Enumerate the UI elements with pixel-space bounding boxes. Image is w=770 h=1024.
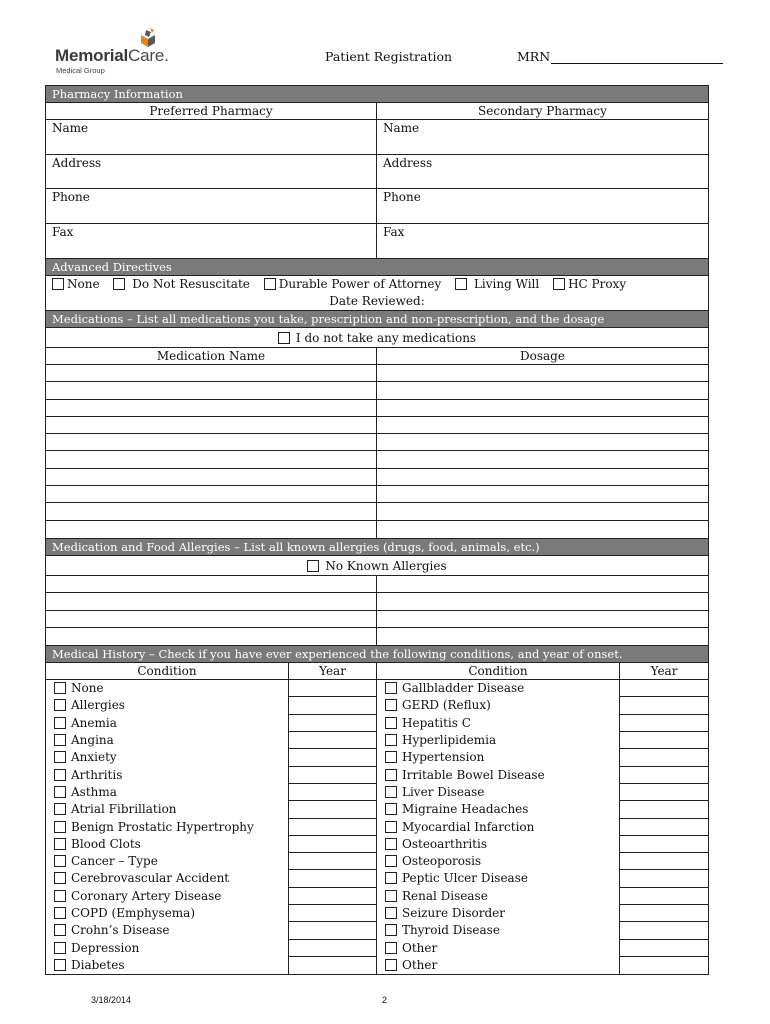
pharmacy-table — [46, 103, 708, 259]
condition-label: Renal Disease — [402, 888, 488, 903]
document-title: Patient Registration — [325, 49, 453, 64]
condition-item[interactable] — [46, 680, 288, 697]
year-column-right — [620, 663, 708, 974]
year-cell[interactable] — [620, 819, 708, 836]
condition-label: Osteoarthritis — [402, 836, 487, 851]
checkbox-icon[interactable] — [553, 278, 565, 290]
checkbox-icon[interactable] — [54, 751, 66, 763]
condition-label: Crohn’s Disease — [71, 923, 170, 938]
checkbox-icon[interactable] — [385, 786, 397, 798]
condition-item[interactable] — [46, 715, 288, 732]
checkbox-icon[interactable] — [385, 682, 397, 694]
year-cell[interactable] — [620, 905, 708, 922]
allergy-cell[interactable] — [377, 593, 708, 610]
medications-section-header: Medications – List all medications you take, prescription and non-prescription, and the dosage — [46, 311, 708, 328]
allergy-cell[interactable] — [377, 628, 708, 645]
year-cell[interactable] — [289, 732, 376, 749]
year-cell[interactable] — [620, 853, 708, 870]
condition-column-left — [46, 663, 289, 974]
checkbox-icon[interactable] — [54, 838, 66, 850]
year-column-left — [289, 663, 376, 974]
year-cell[interactable] — [289, 784, 376, 801]
directives-options — [46, 276, 708, 293]
checkbox-icon[interactable] — [54, 803, 66, 815]
preferred-name-field[interactable]: Name — [46, 120, 376, 155]
checkbox-icon[interactable] — [54, 734, 66, 746]
checkbox-icon[interactable] — [54, 959, 66, 971]
checkbox-icon[interactable] — [307, 560, 319, 572]
dosage-cell[interactable] — [377, 521, 708, 538]
medications-table — [46, 348, 708, 539]
secondary-name-field[interactable]: Name — [377, 120, 708, 155]
year-header: Year — [620, 663, 708, 680]
dosage-cell[interactable] — [377, 382, 708, 399]
condition-item[interactable] — [377, 957, 619, 974]
allergies-right-column — [377, 576, 708, 645]
secondary-phone-field[interactable]: Phone — [377, 189, 708, 224]
condition-column-right — [377, 663, 620, 974]
condition-label: Hyperlipidemia — [402, 733, 497, 748]
year-cell[interactable] — [620, 715, 708, 732]
checkbox-icon[interactable] — [54, 786, 66, 798]
checkbox-icon[interactable] — [113, 278, 125, 290]
secondary-pharmacy — [377, 103, 708, 258]
checkbox-icon[interactable] — [385, 769, 397, 781]
year-cell[interactable] — [620, 680, 708, 697]
condition-item[interactable] — [46, 957, 288, 974]
medication-name-cell[interactable] — [46, 365, 376, 382]
preferred-pharmacy-title: Preferred Pharmacy — [46, 103, 376, 120]
medication-name-cell[interactable] — [46, 451, 376, 468]
condition-label: GERD (Reflux) — [402, 698, 491, 713]
year-cell[interactable] — [620, 784, 708, 801]
mrn-label: MRN — [517, 49, 551, 64]
pharmacy-section-header: Pharmacy Information — [46, 86, 708, 103]
condition-label: None — [71, 681, 104, 696]
condition-item[interactable] — [46, 732, 288, 749]
condition-label: Diabetes — [71, 957, 125, 972]
checkbox-icon[interactable] — [54, 682, 66, 694]
year-cell[interactable] — [289, 749, 376, 766]
condition-label: Cancer – Type — [71, 854, 158, 869]
no-known-allergies-option[interactable]: No Known Allergies — [46, 556, 708, 576]
checkbox-icon[interactable] — [455, 278, 467, 290]
checkbox-icon[interactable] — [385, 803, 397, 815]
condition-item[interactable] — [46, 836, 288, 853]
year-cell[interactable] — [620, 836, 708, 853]
logo-subtitle: Medical Group — [56, 66, 105, 75]
condition-item[interactable] — [46, 905, 288, 922]
condition-item[interactable] — [377, 940, 619, 957]
condition-label: Cerebrovascular Accident — [71, 871, 230, 886]
checkbox-icon[interactable] — [385, 717, 397, 729]
checkbox-icon[interactable] — [385, 959, 397, 971]
logo-mark-icon — [138, 28, 158, 48]
condition-label: Asthma — [71, 784, 117, 799]
allergy-cell[interactable] — [46, 611, 376, 628]
directive-option-dnr[interactable]: Do Not Resuscitate — [113, 277, 250, 291]
year-cell[interactable] — [620, 888, 708, 905]
year-cell[interactable] — [620, 922, 708, 939]
year-cell[interactable] — [289, 819, 376, 836]
year-cell[interactable] — [289, 888, 376, 905]
directive-option-hc-proxy[interactable]: HC Proxy — [553, 277, 626, 291]
allergy-cell[interactable] — [46, 593, 376, 610]
condition-label: Hepatitis C — [402, 715, 471, 730]
checkbox-icon[interactable] — [54, 769, 66, 781]
condition-item[interactable] — [377, 749, 619, 766]
condition-item[interactable] — [46, 749, 288, 766]
condition-header: Condition — [377, 663, 619, 680]
page-number: 2 — [382, 995, 388, 1005]
condition-item[interactable] — [46, 697, 288, 714]
allergies-left-column — [46, 576, 377, 645]
year-cell[interactable] — [620, 801, 708, 818]
directive-option-none[interactable]: None — [52, 277, 100, 291]
medication-name-header: Medication Name — [46, 348, 376, 365]
condition-label: Blood Clots — [71, 836, 141, 851]
year-cell[interactable] — [620, 697, 708, 714]
allergies-table — [46, 576, 708, 646]
condition-label: Arthritis — [71, 767, 123, 782]
checkbox-icon[interactable] — [385, 942, 397, 954]
condition-label: Anemia — [71, 715, 117, 730]
year-cell[interactable] — [289, 697, 376, 714]
condition-item[interactable] — [377, 732, 619, 749]
history-right-half — [377, 663, 708, 974]
medical-history-table — [46, 663, 708, 974]
directives-section-header: Advanced Directives — [46, 259, 708, 276]
condition-label: Other — [402, 940, 438, 955]
condition-label: Atrial Fibrillation — [71, 802, 177, 817]
checkbox-icon[interactable] — [54, 699, 66, 711]
date-reviewed: Date Reviewed: — [46, 293, 708, 311]
year-cell[interactable] — [620, 749, 708, 766]
allergy-cell[interactable] — [377, 611, 708, 628]
condition-label: Anxiety — [71, 750, 117, 765]
footer-date: 3/18/2014 — [91, 995, 132, 1005]
year-cell[interactable] — [289, 715, 376, 732]
year-cell[interactable] — [620, 940, 708, 957]
year-cell[interactable] — [289, 922, 376, 939]
logo-name: MemorialCare. — [55, 46, 169, 65]
allergy-cell[interactable] — [46, 628, 376, 645]
condition-item[interactable] — [46, 922, 288, 939]
secondary-address-field[interactable]: Address — [377, 155, 708, 190]
checkbox-icon[interactable] — [385, 855, 397, 867]
checkbox-icon[interactable] — [54, 717, 66, 729]
secondary-pharmacy-title: Secondary Pharmacy — [377, 103, 708, 120]
checkbox-icon[interactable] — [264, 278, 276, 290]
condition-item[interactable] — [46, 853, 288, 870]
condition-item[interactable] — [46, 870, 288, 887]
checkbox-icon[interactable] — [52, 278, 64, 290]
condition-label: Seizure Disorder — [402, 906, 505, 921]
medication-name-cell[interactable] — [46, 521, 376, 538]
medication-name-cell[interactable] — [46, 434, 376, 451]
checkbox-icon[interactable] — [385, 838, 397, 850]
condition-label: Allergies — [71, 698, 125, 713]
condition-item[interactable] — [46, 784, 288, 801]
condition-label: Benign Prostatic Hypertrophy — [71, 819, 254, 834]
condition-item[interactable] — [377, 680, 619, 697]
condition-item[interactable] — [46, 940, 288, 957]
condition-item[interactable] — [377, 801, 619, 818]
preferred-fax-field[interactable]: Fax — [52, 224, 74, 239]
medication-name-cell[interactable] — [46, 469, 376, 486]
no-medications-option[interactable]: I do not take any medications — [46, 328, 708, 348]
condition-label: Angina — [71, 733, 114, 748]
directive-option-living-will[interactable]: Living Will — [455, 277, 539, 291]
condition-item[interactable] — [377, 715, 619, 732]
medication-name-cell[interactable] — [46, 486, 376, 503]
year-cell[interactable] — [289, 905, 376, 922]
checkbox-icon[interactable] — [385, 751, 397, 763]
dosage-cell[interactable] — [377, 469, 708, 486]
condition-item[interactable] — [377, 888, 619, 905]
year-cell[interactable] — [289, 801, 376, 818]
condition-label: Other — [402, 957, 438, 972]
condition-label: Depression — [71, 940, 140, 955]
condition-label: Peptic Ulcer Disease — [402, 871, 528, 886]
checkbox-icon[interactable] — [54, 942, 66, 954]
checkbox-icon[interactable] — [54, 907, 66, 919]
condition-item[interactable] — [377, 870, 619, 887]
medication-name-cell[interactable] — [46, 382, 376, 399]
medication-name-cell[interactable] — [46, 417, 376, 434]
dosage-cell[interactable] — [377, 503, 708, 520]
history-section-header: Medical History – Check if you have ever experienced the following conditions, and year of onset. — [46, 646, 708, 663]
medication-name-cell[interactable] — [46, 503, 376, 520]
mrn-input-line[interactable] — [551, 52, 723, 64]
condition-label: Irritable Bowel Disease — [402, 767, 545, 782]
dosage-column — [377, 348, 708, 538]
dosage-cell[interactable] — [377, 451, 708, 468]
condition-label: Thyroid Disease — [402, 923, 500, 938]
checkbox-icon[interactable] — [54, 872, 66, 884]
year-cell[interactable] — [620, 870, 708, 887]
condition-item[interactable] — [377, 819, 619, 836]
dosage-cell[interactable] — [377, 434, 708, 451]
condition-label: Migraine Headaches — [402, 802, 529, 817]
condition-label: COPD (Emphysema) — [71, 906, 196, 921]
year-cell[interactable] — [289, 680, 376, 697]
preferred-phone-field[interactable]: Phone — [46, 189, 376, 224]
year-cell[interactable] — [289, 853, 376, 870]
condition-label: Myocardial Infarction — [402, 819, 535, 834]
year-cell[interactable] — [289, 836, 376, 853]
registration-form — [45, 85, 709, 975]
dosage-cell[interactable] — [377, 417, 708, 434]
secondary-fax-field[interactable]: Fax — [383, 224, 405, 239]
checkbox-icon[interactable] — [385, 924, 397, 936]
checkbox-icon[interactable] — [54, 855, 66, 867]
checkbox-icon[interactable] — [54, 890, 66, 902]
year-cell[interactable] — [620, 732, 708, 749]
condition-label: Coronary Artery Disease — [71, 888, 222, 903]
year-cell[interactable] — [620, 767, 708, 784]
condition-item[interactable] — [46, 819, 288, 836]
condition-item[interactable] — [377, 767, 619, 784]
checkbox-icon[interactable] — [385, 872, 397, 884]
year-cell[interactable] — [289, 940, 376, 957]
condition-item[interactable] — [377, 836, 619, 853]
year-cell[interactable] — [620, 957, 708, 974]
checkbox-icon[interactable] — [385, 699, 397, 711]
year-cell[interactable] — [289, 957, 376, 974]
condition-item[interactable] — [46, 767, 288, 784]
condition-item[interactable] — [46, 801, 288, 818]
year-cell[interactable] — [289, 767, 376, 784]
condition-label: Gallbladder Disease — [402, 681, 525, 696]
checkbox-icon[interactable] — [385, 821, 397, 833]
preferred-pharmacy — [46, 103, 377, 258]
year-header: Year — [289, 663, 376, 680]
allergies-section-header: Medication and Food Allergies – List all known allergies (drugs, food, animals, etc.) — [46, 539, 708, 556]
condition-header: Condition — [46, 663, 288, 680]
history-left-half — [46, 663, 377, 974]
dosage-cell[interactable] — [377, 400, 708, 417]
mrn-field[interactable] — [517, 49, 723, 64]
checkbox-icon[interactable] — [385, 890, 397, 902]
checkbox-icon[interactable] — [385, 907, 397, 919]
medication-name-column — [46, 348, 377, 538]
dosage-cell[interactable] — [377, 486, 708, 503]
condition-label: Osteoporosis — [402, 854, 482, 869]
condition-item[interactable] — [377, 697, 619, 714]
year-cell[interactable] — [289, 870, 376, 887]
checkbox-icon[interactable] — [278, 332, 290, 344]
allergy-cell[interactable] — [46, 576, 376, 593]
dosage-cell[interactable] — [377, 365, 708, 382]
condition-label: Hypertension — [402, 750, 485, 765]
checkbox-icon[interactable] — [54, 924, 66, 936]
condition-label: Liver Disease — [402, 784, 485, 799]
condition-item[interactable] — [377, 905, 619, 922]
medication-name-cell[interactable] — [46, 400, 376, 417]
condition-item[interactable] — [377, 922, 619, 939]
condition-item[interactable] — [377, 853, 619, 870]
preferred-address-field[interactable]: Address — [46, 155, 376, 190]
condition-item[interactable] — [377, 784, 619, 801]
condition-item[interactable] — [46, 888, 288, 905]
page-header — [0, 0, 770, 84]
allergy-cell[interactable] — [377, 576, 708, 593]
directive-option-poa[interactable]: Durable Power of Attorney — [264, 277, 442, 291]
checkbox-icon[interactable] — [385, 734, 397, 746]
dosage-header: Dosage — [377, 348, 708, 365]
checkbox-icon[interactable] — [54, 821, 66, 833]
